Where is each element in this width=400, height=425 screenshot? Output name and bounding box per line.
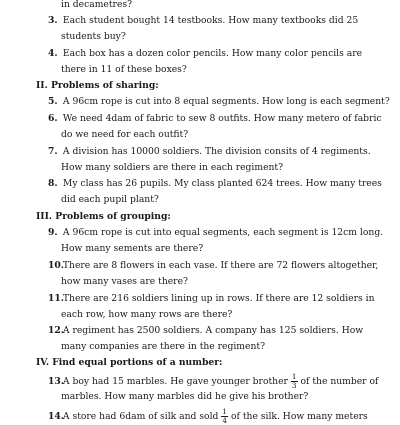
continued-text: in decametres? <box>61 0 133 10</box>
problem-text: A 96cm rope is cut into 8 equal segments. How long is each segment? <box>62 96 390 107</box>
problem-number: 13. <box>48 376 64 387</box>
problem-number: 8. <box>48 178 58 189</box>
problem-number: 6. <box>48 113 58 124</box>
problem-13 <box>48 373 378 390</box>
problem-number: 14. <box>48 411 64 422</box>
fraction-denominator: 4 <box>222 416 227 425</box>
problem-13-continued: marbles. How many marbles did he give his brother? <box>61 391 309 402</box>
problem-text: A regiment has 2500 soldiers. A company has 125 soldiers. How <box>62 325 364 336</box>
problem-5 <box>48 94 390 110</box>
fraction-one-third <box>291 373 298 390</box>
problem-4 <box>48 46 362 62</box>
problem-number: 7. <box>48 146 58 157</box>
problem-7 <box>48 144 371 160</box>
problem-number: 10. <box>48 260 64 271</box>
problem-number: 12. <box>48 325 64 336</box>
problem-text: A division has 10000 soldiers. The division consits of 4 regiments. <box>62 146 371 157</box>
problem-7-continued: How many soldiers are there in each regiment? <box>61 162 284 173</box>
problem-text: There are 8 flowers in each vase. If there are 72 flowers altogether, <box>62 260 379 271</box>
problem-number: 11. <box>48 293 64 304</box>
section-heading-portions: IV. Find equal portions of a number: <box>36 357 223 368</box>
problem-10 <box>48 258 378 274</box>
fraction-denominator: 3 <box>291 381 297 390</box>
problem-11 <box>48 291 375 307</box>
fraction-one-fourth <box>221 408 228 425</box>
problem-3 <box>48 13 358 29</box>
problem-text: We need 4dam of fabric to sew 8 outfits. How many metero of fabric <box>62 113 382 124</box>
fraction-numerator: 1 <box>291 372 297 381</box>
problem-10-continued: how many vases are there? <box>61 276 188 287</box>
problem-9-continued: How many sements are there? <box>61 243 204 254</box>
problem-text: Each student bought 14 testbooks. How many textbooks did 25 <box>62 15 359 26</box>
problem-14 <box>48 408 368 425</box>
problem-8-continued: did each pupil plant? <box>61 194 159 205</box>
problem-9 <box>48 225 383 241</box>
problem-6-continued: do we need for each outfit? <box>61 129 189 140</box>
problem-12-continued: many companies are there in the regiment? <box>61 341 265 352</box>
problem-text: My class has 26 pupils. My class planted 624 trees. How many trees <box>62 178 382 189</box>
problem-number: 5. <box>48 96 58 107</box>
problem-number: 4. <box>48 48 58 59</box>
problem-4-continued: there in 11 of these boxes? <box>61 64 187 75</box>
problem-text: A 96cm rope is cut into equal segments, each segment is 12cm long. <box>62 227 384 238</box>
section-heading-grouping: III. Problems of grouping: <box>36 211 171 222</box>
section-heading-sharing: II. Problems of sharing: <box>36 80 159 91</box>
problem-8 <box>48 176 382 192</box>
problem-text: Each box has a dozen color pencils. How many color pencils are <box>62 48 363 59</box>
problem-3-continued: students buy? <box>61 31 126 42</box>
problem-text: There are 216 soldiers lining up in rows. If there are 12 soldiers in <box>62 293 375 304</box>
problem-text: A boy had 15 marbles. He gave younger brother <box>62 376 288 387</box>
problem-6 <box>48 111 382 127</box>
problem-number: 9. <box>48 227 58 238</box>
problem-number: 3. <box>48 15 58 26</box>
problem-text: A store had 6dam of silk and sold <box>62 411 219 422</box>
problem-text-end: of the number of <box>300 376 379 387</box>
problem-text-end: of the silk. How many meters <box>230 411 368 422</box>
fraction-numerator: 1 <box>222 407 227 416</box>
problem-11-continued: each row, how many rows are there? <box>61 309 233 320</box>
problem-12 <box>48 323 363 339</box>
